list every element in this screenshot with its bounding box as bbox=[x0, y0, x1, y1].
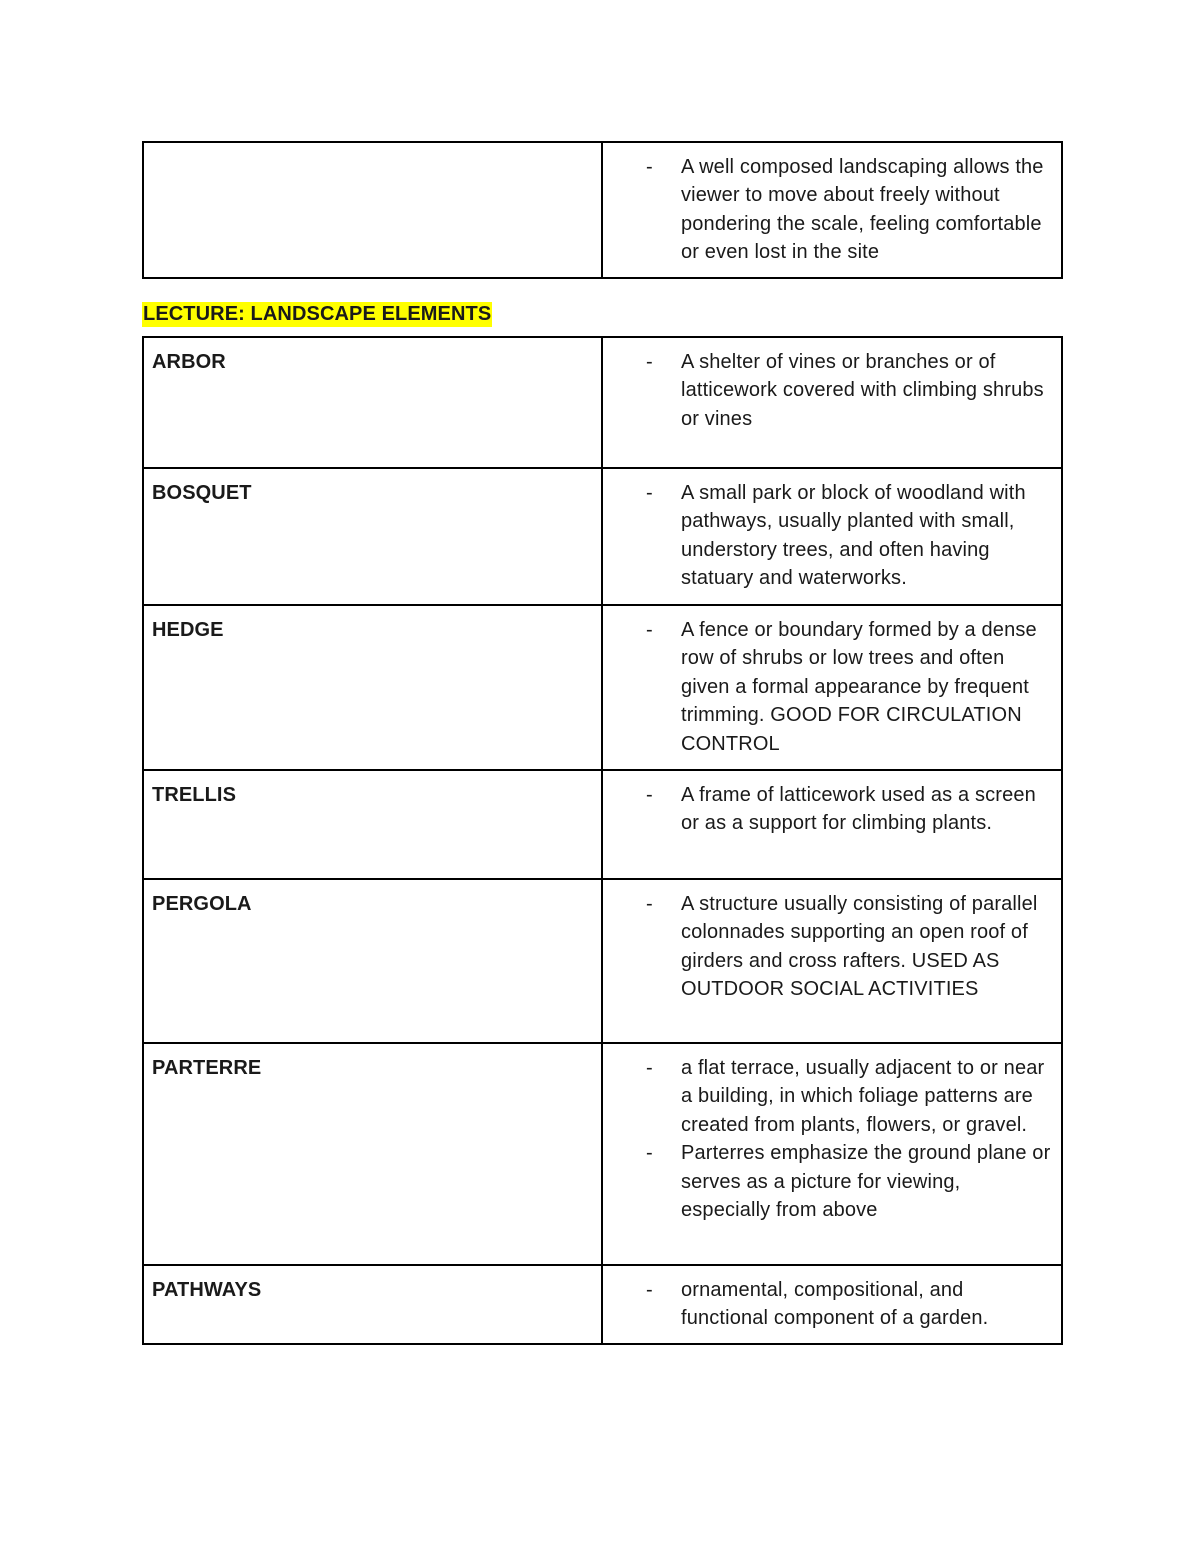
bullet-dash: - bbox=[646, 156, 653, 178]
intro-table bbox=[142, 141, 1063, 279]
term-label: BOSQUET bbox=[152, 482, 252, 504]
definition-list bbox=[603, 880, 1061, 1014]
list-item bbox=[603, 616, 1053, 758]
definition-list bbox=[603, 1044, 1061, 1234]
definition-cell bbox=[602, 1043, 1062, 1265]
definition-cell bbox=[602, 879, 1062, 1043]
definition-cell bbox=[602, 142, 1062, 278]
definition-text: ornamental, compositional, and functional component of a garden. bbox=[681, 1279, 989, 1330]
list-item bbox=[603, 348, 1053, 433]
list-item bbox=[603, 153, 1053, 267]
definition-text: A small park or block of woodland with pathways, usually planted with small, understory trees, and often having statuary and waterworks. bbox=[681, 482, 1026, 590]
definition-list bbox=[603, 771, 1061, 848]
term-cell bbox=[143, 1265, 602, 1344]
definition-cell bbox=[602, 605, 1062, 770]
definition-cell bbox=[602, 337, 1062, 468]
bullet-dash: - bbox=[646, 893, 653, 915]
definition-list bbox=[603, 469, 1061, 603]
bullet-dash: - bbox=[646, 351, 653, 373]
definition-text: A frame of latticework used as a screen or as a support for climbing plants. bbox=[681, 784, 1036, 835]
table-row bbox=[143, 142, 1062, 278]
list-item bbox=[603, 479, 1053, 593]
table-row bbox=[143, 1265, 1062, 1344]
table-row bbox=[143, 605, 1062, 770]
term-cell bbox=[143, 605, 602, 770]
list-item bbox=[603, 1139, 1053, 1224]
term-cell bbox=[143, 337, 602, 468]
term-label: ARBOR bbox=[152, 351, 226, 373]
bullet-dash: - bbox=[646, 482, 653, 504]
elements-table bbox=[142, 336, 1063, 1345]
term-cell bbox=[143, 879, 602, 1043]
definition-list bbox=[603, 338, 1061, 443]
table-row bbox=[143, 337, 1062, 468]
list-item bbox=[603, 781, 1053, 838]
section-heading: LECTURE: LANDSCAPE ELEMENTS bbox=[143, 303, 492, 325]
definition-text: A fence or boundary formed by a dense row of shrubs or low trees and often given a formal appearance by frequent trimming. GOOD FOR CIRCULATION CONTROL bbox=[681, 619, 1037, 755]
term-label: PERGOLA bbox=[152, 893, 252, 915]
table-row bbox=[143, 770, 1062, 879]
table-row bbox=[143, 879, 1062, 1043]
definition-cell bbox=[602, 468, 1062, 605]
bullet-dash: - bbox=[646, 619, 653, 641]
table-row bbox=[143, 1043, 1062, 1265]
definition-text: a flat terrace, usually adjacent to or near a building, in which foliage patterns are created from plants, flowers, or gravel. bbox=[681, 1057, 1045, 1136]
list-item bbox=[603, 1054, 1053, 1139]
term-label: HEDGE bbox=[152, 619, 224, 641]
term-cell bbox=[143, 1043, 602, 1265]
term-label: TRELLIS bbox=[152, 784, 237, 806]
definition-text: A shelter of vines or branches or of latticework covered with climbing shrubs or vines bbox=[681, 351, 1044, 430]
definition-cell bbox=[602, 1265, 1062, 1344]
definition-list bbox=[603, 606, 1061, 768]
definition-text: A well composed landscaping allows the viewer to move about freely without pondering the scale, feeling comfortable or even lost in the site bbox=[681, 156, 1044, 264]
list-item bbox=[603, 890, 1053, 1004]
term-label: PARTERRE bbox=[152, 1057, 262, 1079]
definition-text: A structure usually consisting of parallel colonnades supporting an open roof of girders and cross rafters. USED AS OUTDOOR SOCIAL ACTIVITIES bbox=[681, 893, 1038, 1001]
term-cell-empty bbox=[143, 142, 602, 278]
bullet-dash: - bbox=[646, 1279, 653, 1301]
definition-text: Parterres emphasize the ground plane or serves as a picture for viewing, especially from above bbox=[681, 1142, 1051, 1222]
bullet-dash: - bbox=[646, 1057, 653, 1079]
definition-cell bbox=[602, 770, 1062, 879]
table-row bbox=[143, 468, 1062, 605]
term-cell bbox=[143, 468, 602, 605]
definition-list bbox=[603, 1266, 1061, 1343]
document-page bbox=[142, 141, 1061, 1345]
bullet-dash: - bbox=[646, 1142, 653, 1165]
term-cell bbox=[143, 770, 602, 879]
definition-list bbox=[603, 143, 1061, 277]
section-heading-wrap bbox=[142, 279, 1061, 336]
term-label: PATHWAYS bbox=[152, 1279, 262, 1301]
list-item bbox=[603, 1276, 1053, 1333]
bullet-dash: - bbox=[646, 784, 653, 806]
